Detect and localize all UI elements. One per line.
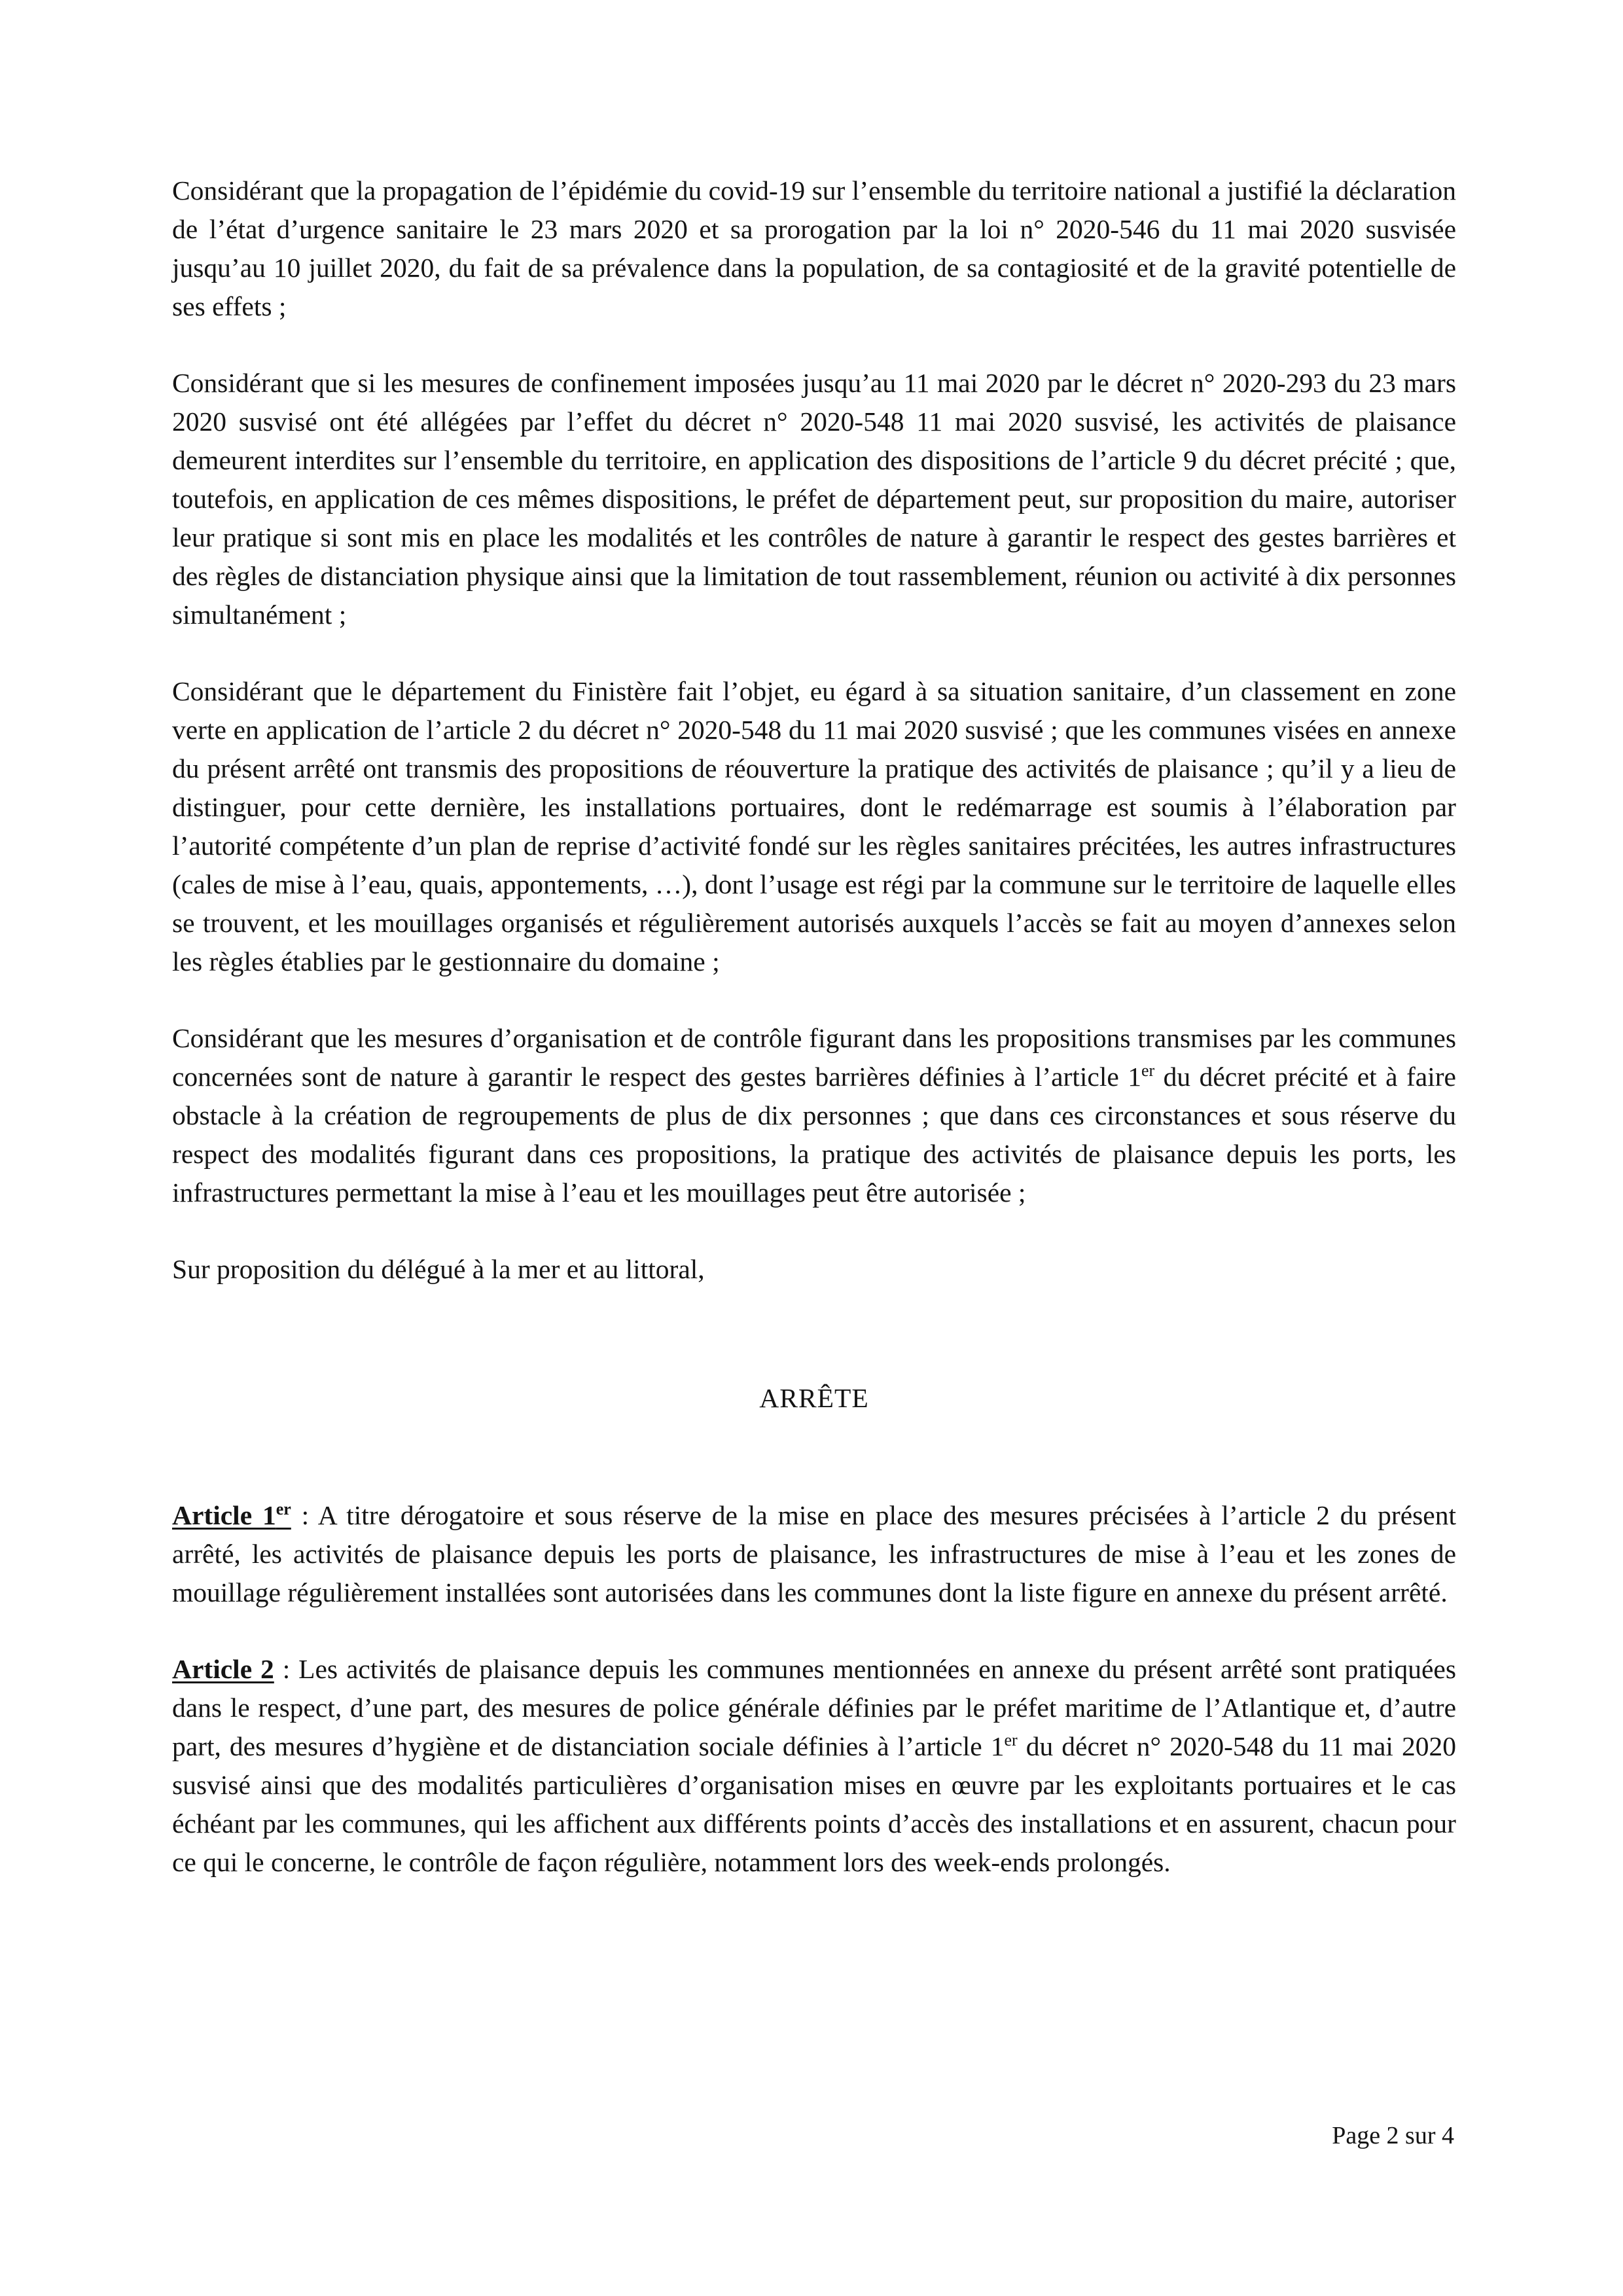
considerant-4-superscript: er [1141, 1061, 1155, 1080]
article-1-label-superscript: er [276, 1499, 291, 1518]
considerant-paragraph-4 [172, 1019, 1456, 1212]
article-1-label [172, 1500, 291, 1530]
article-2-text-a: Les activités de plaisance depuis les communes mentionnées en annexe du présent arrêté sont pratiquées dans le respect, d’une part, des mesures de police générale définies par le préfet maritime de l’Atlantique et, d’autre part, des mesures d’hygiène et de distanciation sociale définies à l’article 1 [172, 1654, 1456, 1761]
article-2-separator: : [274, 1654, 299, 1684]
considerant-paragraph-2: Considérant que si les mesures de confinement imposées jusqu’au 11 mai 2020 par le décret n° 2020-293 du 23 mars 2020 susvisé ont été allégées par l’effet du décret n° 2020-548 11 mai 2020 susvisé, les activités de plaisance demeurent interdites sur l’ensemble du territoire, en application des dispositions de l’article 9 du décret précité ; que, toutefois, en application de ces mêmes dispositions, le préfet de département peut, sur proposition du maire, autoriser leur pratique si sont mis en place les modalités et les contrôles de nature à garantir le respect des gestes barrières et des règles de distanciation physique ainsi que la limitation de tout rassemblement, réunion ou activité à dix personnes simultanément ; [172, 368, 1456, 630]
considerant-4-text-a: Considérant que les mesures d’organisation et de contrôle figurant dans les propositions transmises par les communes concernées sont de nature à garantir le respect des gestes barrières définies à l’article 1 [172, 1023, 1456, 1092]
considerant-paragraph-3: Considérant que le département du Finistère fait l’objet, eu égard à sa situation sanitaire, d’un classement en zone verte en application de l’article 2 du décret n° 2020-548 du 11 mai 2020 susvisé ; que les communes visées en annexe du présent arrêté ont transmis des propositions de réouverture la pratique des activités de plaisance ; qu’il y a lieu de distinguer, pour cette dernière, les installations portuaires, dont le redémarrage est soumis à l’élaboration par l’autorité compétente d’un plan de reprise d’activité fondé sur les règles sanitaires précitées, les autres infrastructures (cales de mise à l’eau, quais, appontements, …), dont l’usage est régi par la commune sur le territoire de laquelle elles se trouvent, et les mouillages organisés et régulièrement autorisés auxquels l’accès se fait au moyen d’annexes selon les règles établies par le gestionnaire du domaine ; [172, 676, 1456, 977]
considerant-4-text-b: du décret précité et à faire obstacle à la création de regroupements de plus de dix personnes ; que dans ces circonstances et sous réserve du respect des modalités figurant dans ces propositions, la pratique des activités de plaisance depuis les ports, les infrastructures permettant la mise à l’eau et les mouillages peut être autorisée ; [172, 1062, 1456, 1208]
article-1-separator: : [291, 1500, 318, 1530]
article-2-label: Article 2 [172, 1654, 274, 1684]
page-number: Page 2 sur 4 [1332, 2122, 1454, 2149]
article-2-paragraph [172, 1650, 1456, 1882]
proposition-paragraph: Sur proposition du délégué à la mer et au littoral, [172, 1254, 705, 1284]
decree-title: ARRÊTE [759, 1383, 869, 1413]
document-body [172, 171, 1456, 1882]
article-2-text-b: du décret n° 2020-548 du 11 mai 2020 susvisé ainsi que des modalités particulières d’organisation mises en œuvre par les exploitants portuaires et le cas échéant par les communes, qui les affichent aux différents points d’accès des installations et en assurent, chacun pour ce qui le concerne, le contrôle de façon régulière, notamment lors des week-ends prolongés. [172, 1731, 1456, 1877]
article-2-superscript: er [1004, 1731, 1018, 1749]
article-1-text: A titre dérogatoire et sous réserve de la mise en place des mesures précisées à l’article 2 du présent arrêté, les activités de plaisance depuis les ports de plaisance, les infrastructures de mise à l’eau et les zones de mouillage régulièrement installées sont autorisées dans les communes dont la liste figure en annexe du présent arrêté. [172, 1500, 1456, 1607]
article-1-paragraph [172, 1496, 1456, 1612]
considerant-paragraph-1: Considérant que la propagation de l’épidémie du covid-19 sur l’ensemble du territoire national a justifié la déclaration de l’état d’urgence sanitaire le 23 mars 2020 et sa prorogation par la loi n° 2020-546 du 11 mai 2020 susvisée jusqu’au 10 juillet 2020, du fait de sa prévalence dans la population, de sa contagiosité et de la gravité potentielle de ses effets ; [172, 175, 1456, 321]
article-1-label-text: Article 1 [172, 1500, 276, 1530]
